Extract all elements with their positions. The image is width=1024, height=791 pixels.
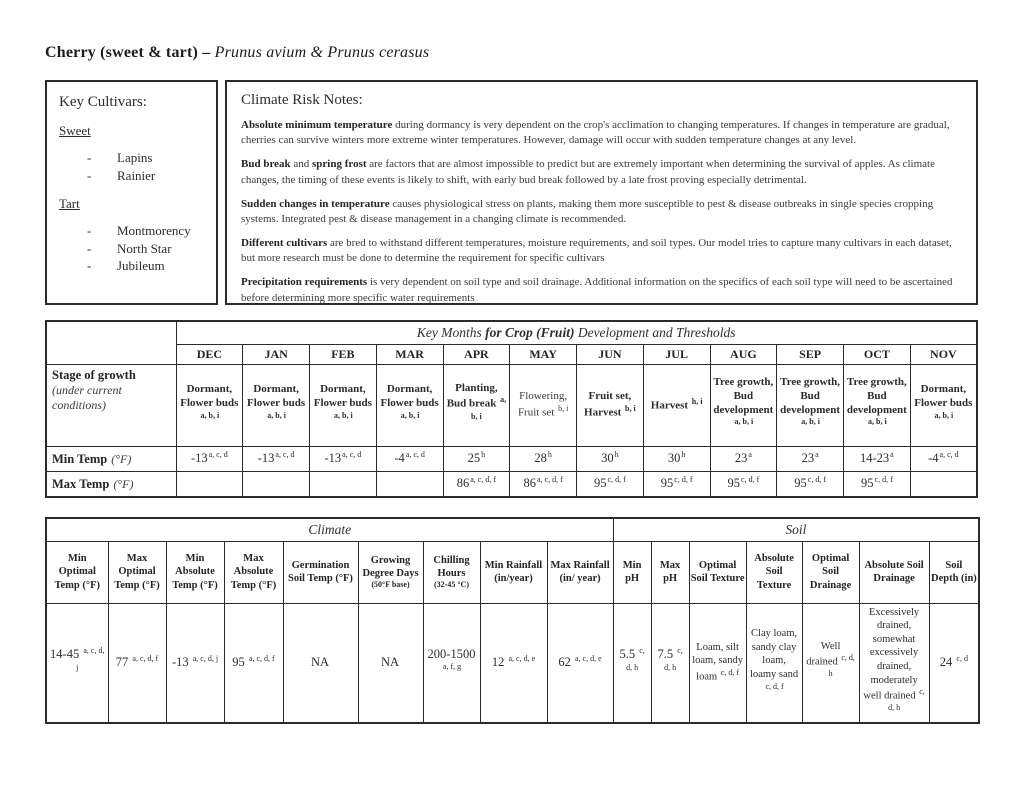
stage-cell: Planting, Bud break $^{a, b, i}$ (443, 364, 510, 446)
max-temp-cell (176, 471, 243, 497)
col-absolute-soil-drainage: Absolute Soil Drainage (859, 541, 929, 603)
max-temp-label-bold: Max Temp (52, 476, 110, 491)
values-row (46, 603, 979, 723)
note-paragraph-min-temp (241, 118, 962, 148)
note-lead: spring frost (312, 158, 367, 171)
min-temp-cell: 28$^h$ (510, 446, 577, 471)
note-text: during dormancy is very dependent on the crop's acclimation to changing temperatures. If changes in temperature are gradual, cherries can survive winters more extreme winter temperatures. However, damage will occur with sudden temperature changes at any level. (241, 119, 950, 147)
month-header-aug: AUG (710, 344, 777, 364)
dash-bullet: - (87, 240, 92, 256)
soil-group-heading: Soil (613, 518, 979, 541)
title-seg: Key Months (416, 324, 486, 340)
note-lead: Bud break (241, 158, 291, 171)
month-header-sep: SEP (777, 344, 844, 364)
cultivar-name: Montmorency (117, 223, 191, 239)
col-max-rainfall: Max Rainfall (in/ year) (547, 541, 613, 603)
month-header-nov: NOV (910, 344, 977, 364)
min-temp-cell: -13$^{a, c, d}$ (310, 446, 377, 471)
cultivar-group-tart: Tart (59, 196, 80, 212)
month-header-feb: FEB (310, 344, 377, 364)
dash-bullet: - (87, 223, 92, 239)
cultivar-name: Jubileum (117, 258, 165, 274)
stage-cell: Harvest $^{h, i}$ (643, 364, 710, 446)
value-germination-soil-temp: NA (283, 603, 358, 723)
value-optimal-soil-texture: Loam, silt loam, sandy loam $^{c, d, f}$ (689, 603, 746, 723)
col-min-optimal-temp: Min Optimal Temp (°F) (46, 541, 108, 603)
cultivar-list-tart (59, 222, 204, 275)
value-min-absolute-temp: -13 $^{a, c, d, j}$ (166, 603, 224, 723)
note-paragraph-bud-break (241, 157, 962, 187)
cultivar-name: North Star (117, 240, 172, 256)
min-temp-label (46, 446, 176, 471)
max-temp-label (46, 471, 176, 497)
stage-cell: Flowering, Fruit set $^{b, i}$ (510, 364, 577, 446)
col-max-ph: Max pH (651, 541, 689, 603)
cultivar-item (59, 167, 204, 185)
min-temp-cell: -4$^{a, c, d}$ (910, 446, 977, 471)
note-paragraph-sudden-changes (241, 197, 962, 227)
value-max-rainfall: 62 $^{a, c, d, e}$ (547, 603, 613, 723)
max-temp-cell: 95$^{c, d, f}$ (577, 471, 644, 497)
dash-bullet: - (87, 167, 92, 183)
cultivar-item (59, 222, 204, 240)
month-header-jan: JAN (243, 344, 310, 364)
cultivar-item (59, 149, 204, 167)
col-min-absolute-temp: Min Absolute Temp (°F) (166, 541, 224, 603)
note-lead: Different cultivars (241, 237, 328, 250)
page-title-crop: Cherry (sweet & tart) – (45, 44, 215, 61)
note-text: causes physiological stress on plants, making them more susceptible to pest & disease outbreaks in single species cropping systems. Integrated pest & disease management in a changing climate is recommended. (241, 197, 934, 225)
col-chilling-hours: Chilling Hours (32-45 °C) (423, 541, 480, 603)
dash-bullet: - (87, 258, 92, 274)
stage-of-growth-label (46, 364, 176, 446)
cultivar-name: Rainier (117, 167, 156, 183)
page-title-species: Prunus avium & Prunus cerasus (214, 44, 430, 61)
min-temp-cell: -4$^{a, c, d}$ (376, 446, 443, 471)
month-header-mar: MAR (376, 344, 443, 364)
max-temp-cell (910, 471, 977, 497)
stage-cell: Dormant, Flower buds $^{a, b, i}$ (243, 364, 310, 446)
value-max-optimal-temp: 77 $^{a, c, d, f}$ (108, 603, 166, 723)
min-temp-label-bold: Min Temp (52, 451, 108, 466)
month-header-jul: JUL (643, 344, 710, 364)
min-temp-cell: 23$^a$ (777, 446, 844, 471)
max-temp-cell (376, 471, 443, 497)
value-max-ph: 7.5 $^{c, d, h}$ (651, 603, 689, 723)
max-temp-cell (310, 471, 377, 497)
min-temp-cell: 25$^h$ (443, 446, 510, 471)
max-temp-row (46, 471, 977, 497)
min-temp-unit: (°F) (111, 451, 132, 466)
note-text: are factors that are almost impossible to predict but are extremely important when determining the survival of apples. As climate changes, the timing of these events is likely to shift, with early bud break followed by a late frost proving especially detrimental. (241, 158, 935, 186)
note-paragraph-precipitation (241, 275, 962, 305)
min-temp-cell: 23$^a$ (710, 446, 777, 471)
col-absolute-soil-texture: Absolute Soil Texture (746, 541, 802, 603)
value-absolute-soil-texture: Clay loam, sandy clay loam, loamy sand $^{c, d, f}$ (746, 603, 802, 723)
col-germination-soil-temp: Germination Soil Temp (°F) (283, 541, 358, 603)
value-min-optimal-temp: 14-45 $^{a, c, d, j}$ (46, 603, 108, 723)
page-title (45, 44, 429, 62)
note-text: and (290, 158, 313, 171)
cultivar-list-sweet (59, 149, 204, 184)
value-soil-depth: 24 $^{c, d}$ (929, 603, 979, 723)
value-absolute-soil-drainage: Excessively drained, somewhat excessively drained, moderately well drained $^{c, d, h}$ (859, 603, 929, 723)
climate-risk-notes-box (225, 80, 978, 305)
title-seg-bold: for Crop (Fruit) (485, 324, 575, 340)
month-header-apr: APR (443, 344, 510, 364)
min-temp-cell: 30$^h$ (643, 446, 710, 471)
col-min-ph: Min pH (613, 541, 651, 603)
month-header-oct: OCT (844, 344, 911, 364)
max-temp-unit: (°F) (113, 476, 134, 491)
max-temp-cell: 95$^{c, d, f}$ (643, 471, 710, 497)
climate-risk-notes-heading: Climate Risk Notes: (241, 92, 363, 108)
cultivar-item (59, 257, 204, 275)
value-max-absolute-temp: 95 $^{a, c, d, f}$ (224, 603, 283, 723)
climate-group-heading: Climate (46, 518, 613, 541)
key-months-table (45, 320, 978, 498)
min-temp-cell: 30$^h$ (577, 446, 644, 471)
note-lead: Sudden changes in temperature (241, 197, 390, 210)
climate-soil-table (45, 517, 980, 724)
value-growing-degree-days: NA (358, 603, 423, 723)
min-temp-cell: 14-23$^a$ (844, 446, 911, 471)
col-optimal-soil-texture: Optimal Soil Texture (689, 541, 746, 603)
min-temp-cell: -13$^{a, c, d}$ (243, 446, 310, 471)
stage-cell: Dormant, Flower buds $^{a, b, i}$ (176, 364, 243, 446)
column-header-row (46, 541, 979, 603)
min-temp-row (46, 446, 977, 471)
note-text: are bred to withstand different temperatures, moisture requirements, and soil types. Our model tries to capture many cultivars in each dataset, but more research must be done to determine the requirement for specific cultivars (241, 237, 952, 265)
col-min-rainfall: Min Rainfall (in/year) (480, 541, 547, 603)
months-table-title (176, 321, 977, 344)
key-cultivars-box (45, 80, 218, 305)
month-header-may: MAY (510, 344, 577, 364)
month-header-row (46, 344, 977, 364)
col-optimal-soil-drainage: Optimal Soil Drainage (802, 541, 859, 603)
month-header-jun: JUN (577, 344, 644, 364)
stage-of-growth-row (46, 364, 977, 446)
value-optimal-soil-drainage: Well drained $^{c, d, h}$ (802, 603, 859, 723)
col-soil-depth: Soil Depth (in) (929, 541, 979, 603)
stage-label-bold: Stage of growth (52, 367, 136, 382)
stage-label-italic: (under current conditions) (52, 382, 122, 412)
value-min-rainfall: 12 $^{a, c, d, e}$ (480, 603, 547, 723)
max-temp-cell: 95$^{c, d, f}$ (777, 471, 844, 497)
cultivar-name: Lapins (117, 150, 153, 165)
stage-cell: Tree growth, Bud development $^{a, b, i}$ (710, 364, 777, 446)
stage-cell: Tree growth, Bud development $^{a, b, i}$ (844, 364, 911, 446)
note-paragraph-cultivars (241, 236, 962, 266)
stage-cell: Dormant, Flower buds $^{a, b, i}$ (310, 364, 377, 446)
cultivar-item (59, 240, 204, 258)
max-temp-cell: 95$^{c, d, f}$ (710, 471, 777, 497)
max-temp-cell: 86$^{a, c, d, f}$ (443, 471, 510, 497)
col-max-optimal-temp: Max Optimal Temp (°F) (108, 541, 166, 603)
title-seg: Development and Thresholds (574, 324, 736, 340)
note-text: is very dependent on soil type and soil drainage. Additional information on the specifics of each soil type will need to be ascertained before determining more specific water requirements (241, 276, 953, 304)
col-growing-degree-days: Growing Degree Days (50°F base) (358, 541, 423, 603)
stage-cell: Dormant, Flower buds $^{a, b, i}$ (910, 364, 977, 446)
stage-cell: Tree growth, Bud development $^{a, b, i}$ (777, 364, 844, 446)
stage-cell: Fruit set, Harvest $^{b, i}$ (577, 364, 644, 446)
group-heading-row (46, 518, 979, 541)
col-max-absolute-temp: Max Absolute Temp (°F) (224, 541, 283, 603)
min-temp-cell: -13$^{a, c, d}$ (176, 446, 243, 471)
value-min-ph: 5.5 $^{c, d, h}$ (613, 603, 651, 723)
max-temp-cell (243, 471, 310, 497)
value-chilling-hours: 200-1500 $^{a, f, g}$ (423, 603, 480, 723)
max-temp-cell: 95$^{c, d, f}$ (844, 471, 911, 497)
dash-bullet: - (87, 150, 92, 165)
month-header-dec: DEC (176, 344, 243, 364)
stage-cell: Dormant, Flower buds $^{a, b, i}$ (376, 364, 443, 446)
max-temp-cell: 86$^{a, c, d, f}$ (510, 471, 577, 497)
note-lead: Precipitation requirements (241, 276, 368, 289)
corner-cell (46, 321, 176, 364)
note-lead: Absolute minimum temperature (241, 119, 393, 131)
key-cultivars-heading: Key Cultivars: (59, 94, 147, 110)
cultivar-group-sweet: Sweet (59, 123, 91, 138)
